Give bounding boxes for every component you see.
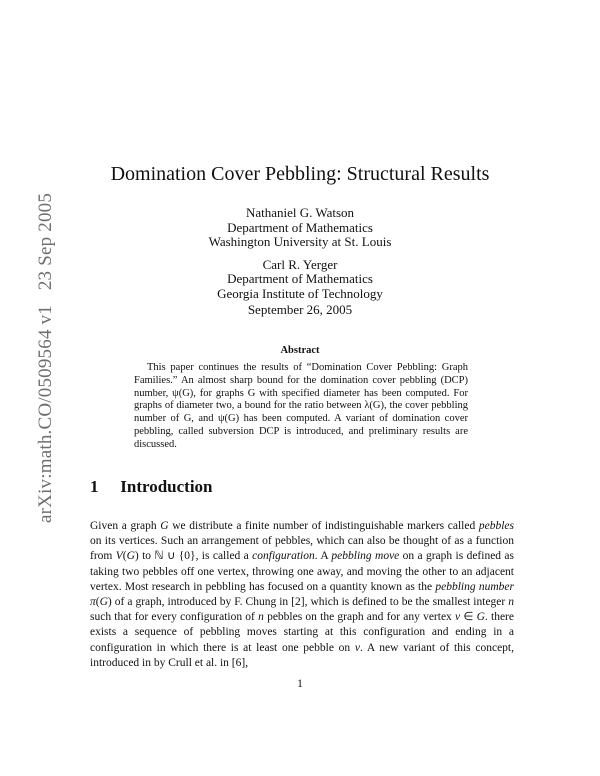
body-italic-term: n — [508, 596, 514, 609]
author-department: Department of Mathematics — [227, 219, 373, 235]
body-italic-term: G — [476, 611, 485, 624]
body-italic-term: v — [354, 641, 360, 654]
body-text-segment: Given a graph — [90, 520, 161, 532]
body-text-segment: ( — [95, 596, 100, 609]
arxiv-stamp: arXiv:math.CO/0509564 v1 23 Sep 2005 — [35, 192, 56, 523]
author-block — [0, 258, 600, 302]
body-text-segment: ) of a graph, introduced by F. Chung in [2], which is defined to be the smallest integer — [107, 596, 509, 609]
body-italic-term: pebbles — [478, 520, 514, 532]
body-text-segment: ∈ — [460, 611, 477, 624]
body-text-segment: pebbles on the graph and for any vertex — [263, 611, 456, 624]
body-italic-term: G — [99, 596, 108, 609]
body-italic-term: G — [126, 550, 135, 563]
author-institution: Washington University at St. Louis — [208, 234, 392, 249]
section-number: 1 — [90, 477, 99, 496]
body-text-segment: ) to ℕ ∪ {0}, is called a — [134, 550, 253, 563]
author-block — [0, 206, 600, 250]
section-heading — [90, 477, 213, 497]
abstract-heading: Abstract — [280, 345, 320, 356]
body-italic-term: pebbling number π — [90, 580, 514, 609]
body-italic-term: v — [455, 611, 461, 624]
author-name: Carl R. Yerger — [262, 256, 338, 272]
author-department: Department of Mathematics — [227, 271, 373, 286]
body-italic-term: n — [258, 611, 264, 624]
body-text-segment: such that for every configuration of — [90, 611, 259, 624]
paper-title: Domination Cover Pebbling: Structural Results — [110, 163, 490, 185]
body-italic-term: G — [160, 520, 169, 532]
body-text-segment: . A — [314, 550, 332, 563]
body-text-segment: ( — [122, 550, 127, 563]
author-list — [0, 206, 600, 309]
author-name: Nathaniel G. Watson — [245, 205, 355, 220]
body-paragraph — [90, 519, 514, 671]
section-title: Introduction — [120, 477, 213, 496]
body-text-segment: on a graph is defined as taking two pebbles off one vertex, throwing one away, and moving the other to an adjacent vertex. Most research in pebbling has focused on a quantity known as the — [90, 550, 514, 593]
page-number: 1 — [297, 678, 303, 690]
body-text-segment: . A new variant of this concept, introduced in by Crull et al. in [6], — [90, 641, 514, 669]
body-italic-term: pebbling move — [331, 550, 400, 563]
body-italic-term: V — [115, 550, 123, 563]
body-text — [90, 519, 514, 671]
author-institution: Georgia Institute of Technology — [217, 285, 383, 301]
body-text-segment: we distribute a finite number of indistinguishable markers called — [168, 520, 479, 532]
body-text-segment: . there exists a sequence of pebbling moves starting at this configuration and ending in a configuration in which there is at least one pebble on — [90, 611, 514, 654]
abstract-text: This paper continues the results of “Domination Cover Pebbling: Graph Families.” An almost sharp bound for the domination cover pebbling (DCP) number, ψ(G), for graphs G with specified diameter has been computed. For graphs of diameter two, a bound for the ratio between λ(G), the cover pebbling number of G, and ψ(G) has been computed. A variant of domination cover pebbling, called subversion DCP is introduced, and preliminary results are discussed. — [134, 362, 468, 450]
body-text-segment: on its vertices. Such an arrangement of pebbles, which can also be thought of as a function from — [90, 535, 514, 563]
paper-date: September 26, 2005 — [247, 302, 353, 317]
body-italic-term: configuration — [252, 550, 315, 563]
